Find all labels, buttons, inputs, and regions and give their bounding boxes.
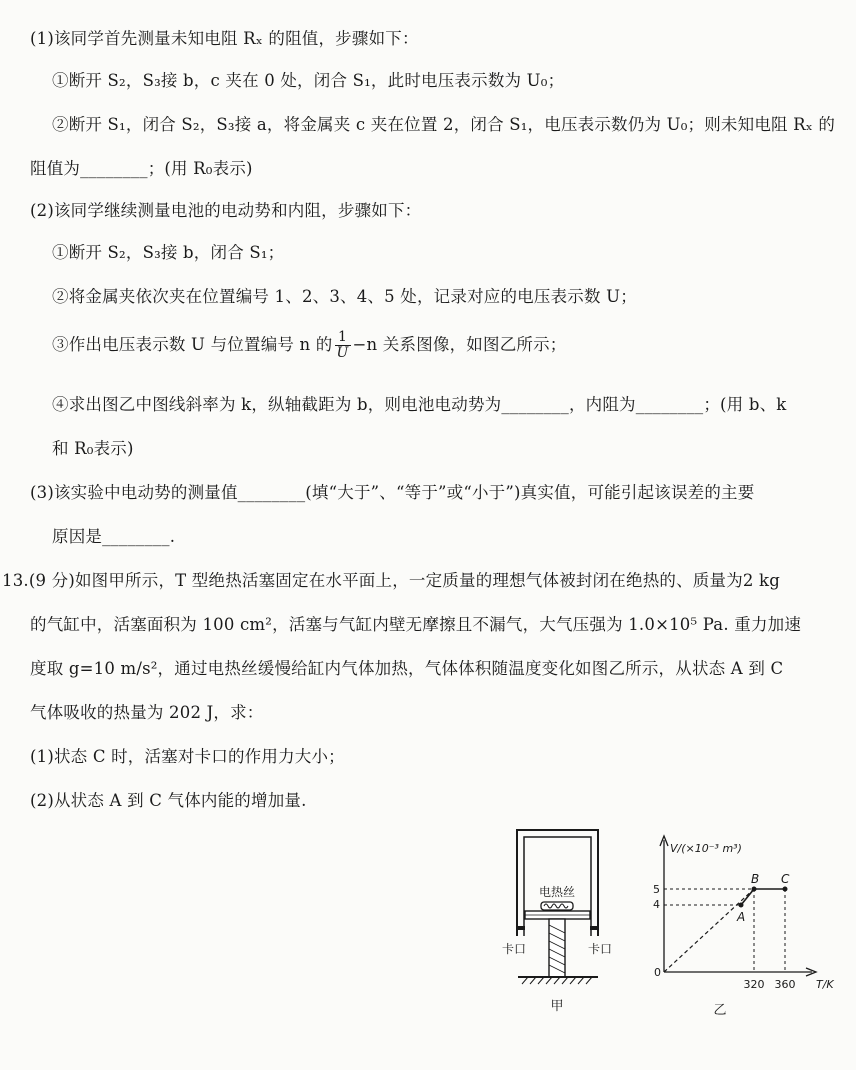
part2-step2: ②将金属夹依次夹在位置编号 1、2、3、4、5 处，记录对应的电压表示数 U； (52, 287, 637, 306)
point-a-label: A (737, 910, 746, 924)
y-tick-4: 4 (653, 898, 660, 911)
part2-step4: ④求出图乙中图线斜率为 k，纵轴截距为 b，则电池电动势为________，内阻为________；(用 b、k (52, 395, 787, 414)
fraction (335, 330, 351, 361)
q13-line2: 的气缸中，活塞面积为 100 cm²，活塞与气缸内壁无摩擦且不漏气，大气压强为 1.0×10⁵ Pa. 重力加速 (30, 615, 802, 634)
part2-step3 (52, 330, 567, 361)
part1-step1: ①断开 S₂，S₃接 b，c 夹在 0 处，闭合 S₁，此时电压表示数为 U₀； (52, 71, 565, 90)
part1-heading: (1)该同学首先测量未知电阻 Rₓ 的阻值，步骤如下： (30, 29, 419, 48)
q13-sub2: (2)从状态 A 到 C 气体内能的增加量. (30, 791, 307, 810)
part2-step1: ①断开 S₂，S₃接 b，闭合 S₁； (52, 243, 285, 262)
q13-line1: 13.(9 分)如图甲所示，T 型绝热活塞固定在水平面上，一定质量的理想气体被封闭在绝热的、质量为2 kg (2, 571, 781, 590)
part1-step2-cont: 阻值为________；(用 R₀表示) (30, 159, 253, 178)
y-axis-label: V/(×10⁻³ m³) (670, 842, 742, 855)
y-tick-5: 5 (653, 883, 660, 896)
point-c-label: C (781, 872, 790, 886)
line-origin-to-b (664, 889, 754, 972)
x-axis-label: T/K (816, 978, 834, 991)
point-a (739, 903, 744, 908)
step3-text-before: ③作出电压表示数 U 与位置编号 n 的 (52, 335, 333, 354)
point-b (752, 887, 757, 892)
origin-label: 0 (654, 966, 661, 979)
figure-jia-caption: 甲 (550, 999, 564, 1014)
part2-heading: (2)该同学继续测量电池的电动势和内阻，步骤如下： (30, 201, 422, 220)
q13-line3: 度取 g=10 m/s²，通过电热丝缓慢给缸内气体加热，气体体积随温度变化如图乙所示，从状态 A 到 C (30, 659, 784, 678)
figure-jia (500, 820, 620, 1020)
figure-yi-caption: 乙 (713, 1003, 727, 1018)
right-stop-label: 卡口 (587, 942, 613, 956)
heater-coil (541, 902, 573, 910)
q13-sub1: (1)状态 C 时，活塞对卡口的作用力大小； (30, 747, 345, 766)
heater-label: 电热丝 (538, 885, 576, 899)
part3-question-cont: 原因是________. (52, 527, 176, 546)
q13-line4: 气体吸收的热量为 202 J，求： (30, 703, 264, 722)
x-tick-320: 320 (743, 978, 765, 991)
point-c (783, 887, 788, 892)
line-a-to-b (741, 889, 754, 905)
figure-yi (640, 830, 840, 1020)
fraction-denominator: U (336, 345, 349, 361)
x-tick-360: 360 (774, 978, 796, 991)
part1-step2: ②断开 S₁，闭合 S₂，S₃接 a，将金属夹 c 夹在位置 2，闭合 S₁，电压表示数仍为 U₀；则未知电阻 Rₓ 的 (52, 115, 836, 134)
right-stop (590, 926, 598, 930)
left-stop-label: 卡口 (501, 942, 527, 956)
part3-question: (3)该实验中电动势的测量值________(填“大于”、“等于”或“小于”)真实值，可能引起该误差的主要 (30, 483, 755, 502)
left-stop (517, 926, 525, 930)
fraction-numerator: 1 (335, 330, 351, 346)
step3-text-after: −n 关系图像，如图乙所示； (352, 335, 567, 354)
point-b-label: B (751, 872, 760, 886)
part2-step4-cont: 和 R₀表示) (52, 439, 134, 458)
